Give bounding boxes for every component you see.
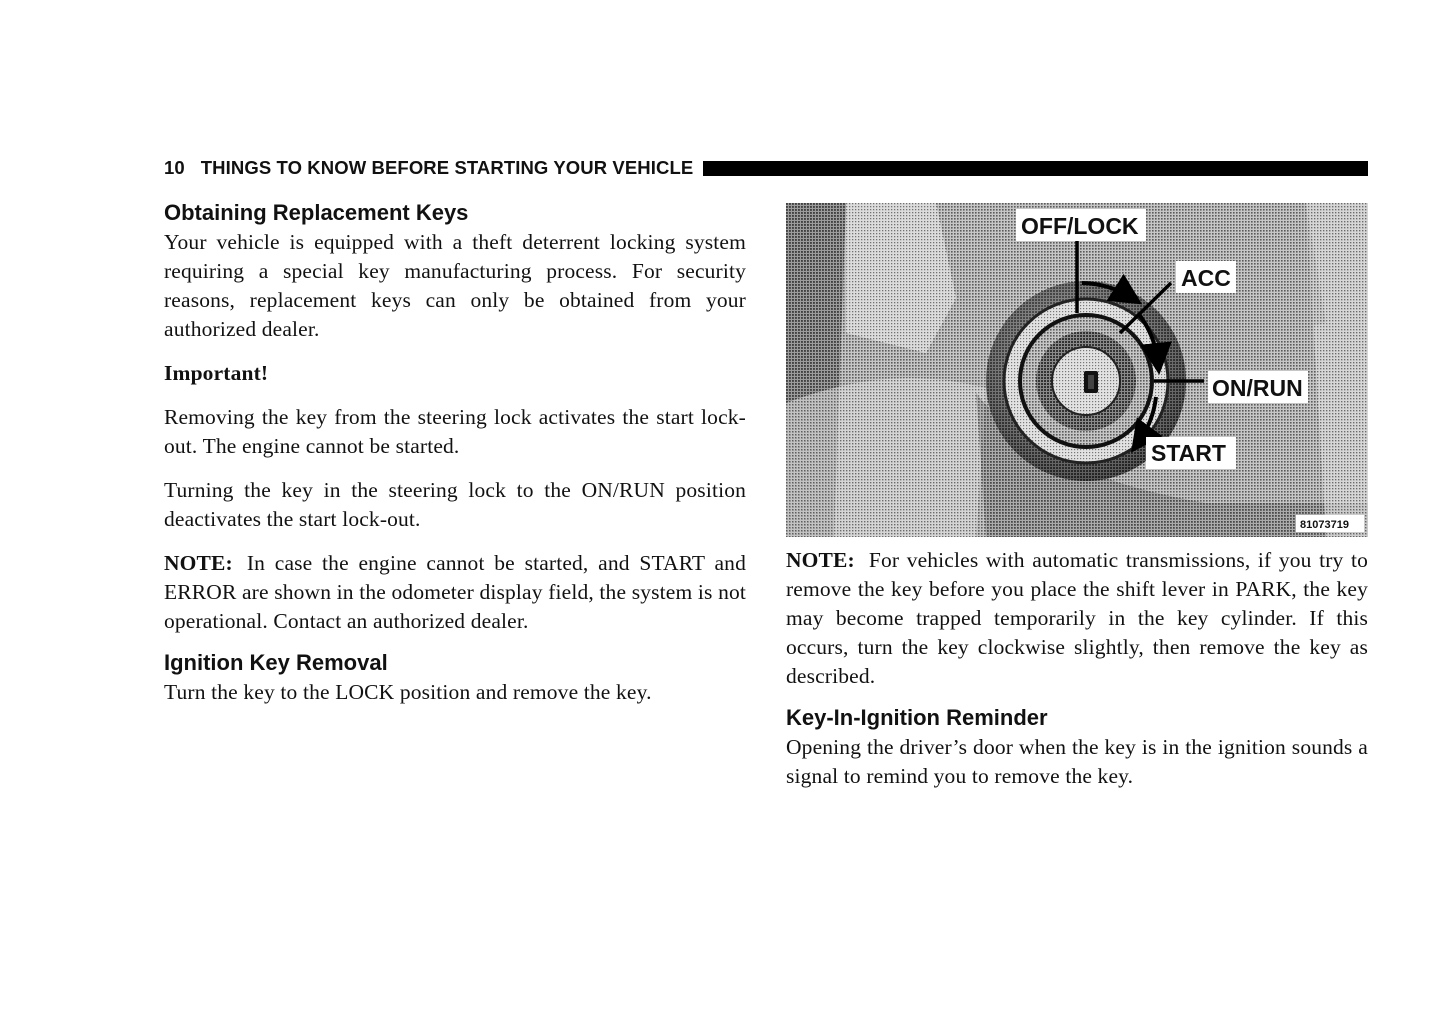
label-start: START [1151,440,1226,466]
heading-replacement-keys: Obtaining Replacement Keys [164,200,469,225]
note-start-error [164,549,746,636]
paragraph-replacement-keys: Your vehicle is equipped with a theft deterrent locking system requiring a special key manufacturing process. For security reasons, replacement keys can only be obtained from your authorized dealer. [164,230,746,341]
right-column [786,546,1368,791]
paragraph-key-removal: Turn the key to the LOCK position and remove the key. [164,680,652,704]
label-acc: ACC [1181,265,1231,291]
heading-ignition-key-removal: Ignition Key Removal [164,650,388,675]
paragraph-reminder: Opening the driver’s door when the key is in the ignition sounds a signal to remind you to remove the key. [786,735,1368,788]
label-on-run: ON/RUN [1212,375,1303,401]
important-label: Important! [164,361,269,385]
ignition-switch-figure [786,203,1368,537]
ignition-illustration [786,203,1368,537]
heading-key-in-ignition-reminder: Key-In-Ignition Reminder [786,705,1048,730]
header-rule [703,161,1368,176]
paragraph-removing-key: Removing the key from the steering lock activates the start lock-out. The engine cannot be started. [164,405,746,458]
note-automatic-transmission [786,546,1368,691]
note-text-right: For vehicles with automatic transmissions, if you try to remove the key before you place the shift lever in PARK, the key may become trapped temporarily in the key cylinder. If this occurs, turn the key clockwise slightly, then remove the key as described. [786,548,1368,688]
paragraph-turning-key: Turning the key in the steering lock to the ON/RUN position deactivates the start lock-out. [164,478,746,531]
note-label-right: NOTE: [786,548,855,572]
note-text: In case the engine cannot be started, and START and ERROR are shown in the odometer display field, the system is not operational. Contact an authorized dealer. [164,551,746,633]
figure-code: 81073719 [1300,519,1349,531]
note-label: NOTE: [164,551,233,575]
label-off-lock: OFF/LOCK [1021,213,1139,239]
running-header [164,156,1368,180]
left-column [164,198,746,707]
page-number: 10 [164,157,185,178]
chapter-title: THINGS TO KNOW BEFORE STARTING YOUR VEHICLE [200,157,694,178]
